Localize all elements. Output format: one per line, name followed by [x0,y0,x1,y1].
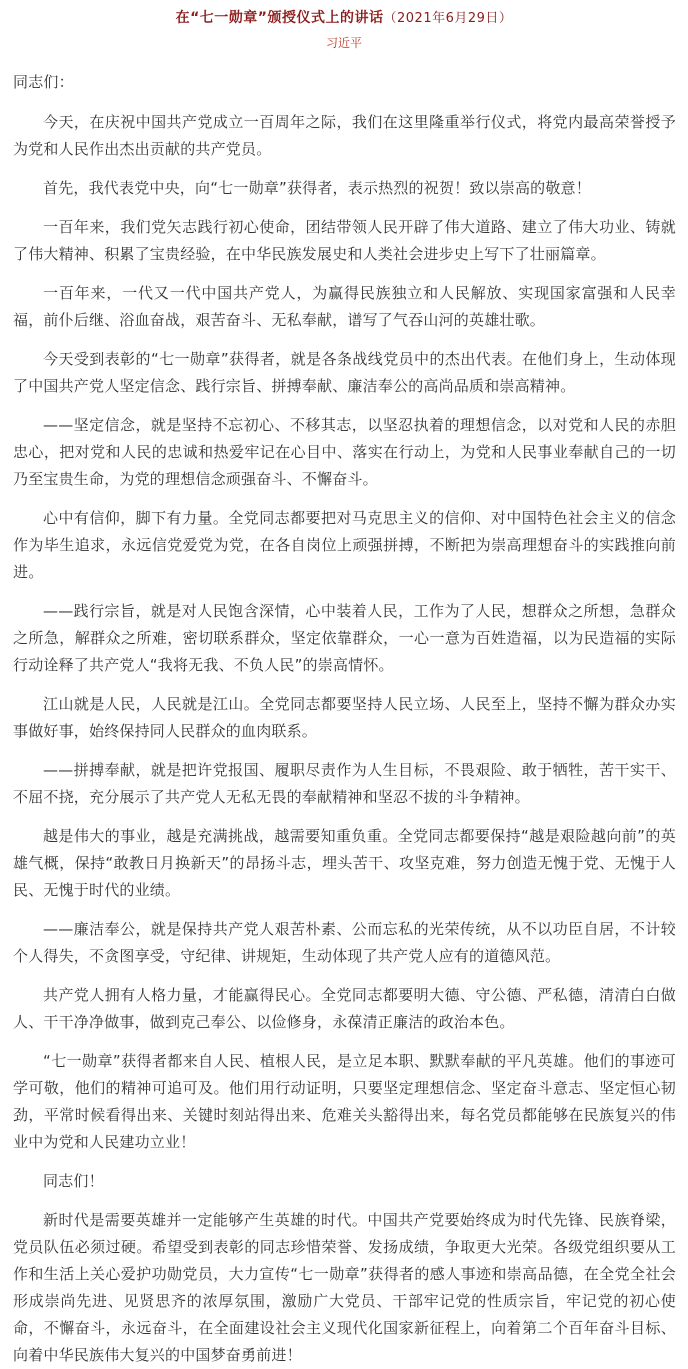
paragraph: 一百年来，一代又一代中国共产党人，为赢得民族独立和人民解放、实现国家富强和人民幸福，前仆后继、浴血奋战，艰苦奋斗、无私奉献，谱写了气吞山河的英雄壮歌。 [13,284,676,329]
speech-date: （2021年6月29日） [383,11,513,26]
title-text: 在“七一勋章”颁授仪式上的讲话 [175,10,384,26]
paragraph: ——拼搏奉献，就是把许党报国、履职尽责作为人生目标，不畏艰险、敢于牺牲，苦干实干、不屈不挠，充分展示了共产党人无私无畏的奉献精神和坚忍不拔的斗争精神。 [13,761,676,806]
article-body [0,69,688,1369]
paragraph: 新时代是需要英雄并一定能够产生英雄的时代。中国共产党要始终成为时代先锋、民族脊梁，党员队伍必须过硬。希望受到表彰的同志珍惜荣誉、发扬成绩，争取更大光荣。各级党组织要从工作和生活上关心爱护功勋党员，大力宣传“七一勋章”获得者的感人事迹和崇高品德，在全党全社会形成崇尚先进、见贤思齐的浓厚氛围，激励广大党员、干部牢记党的性质宗旨，牢记党的初心使命，不懈奋斗，永远奋斗，在全面建设社会主义现代化国家新征程上，向着第二个百年奋斗目标、向着中华民族伟大复兴的中国梦奋勇前进！ [13,1211,676,1364]
article-title [0,8,688,29]
paragraph: 共产党人拥有人格力量，才能赢得民心。全党同志都要明大德、守公德、严私德，清清白白做人、干干净净做事，做到克己奉公、以俭修身，永葆清正廉洁的政治本色。 [13,986,676,1031]
paragraph: 一百年来，我们党矢志践行初心使命，团结带领人民开辟了伟大道路、建立了伟大功业、铸就了伟大精神、积累了宝贵经验，在中华民族发展史和人类社会进步史上写下了壮丽篇章。 [13,218,676,263]
paragraph: ——践行宗旨，就是对人民饱含深情，心中装着人民，工作为了人民，想群众之所想，急群众之所急，解群众之所难，密切联系群众，坚定依靠群众，一心一意为百姓造福，以为民造福的实际行动诠释了共产党人“我将无我、不负人民”的崇高情怀。 [13,602,676,674]
paragraph: 越是伟大的事业，越是充满挑战，越需要知重负重。全党同志都要保持“越是艰险越向前”的英雄气概，保持“敢教日月换新天”的昂扬斗志，埋头苦干、攻坚克难，努力创造无愧于党、无愧于人民、无愧于时代的业绩。 [13,827,676,899]
paragraph: 今天受到表彰的“七一勋章”获得者，就是各条战线党员中的杰出代表。在他们身上，生动体现了中国共产党人坚定信念、践行宗旨、拼搏奉献、廉洁奉公的高尚品质和崇高精神。 [13,350,676,395]
author-name: 习近平 [325,36,362,50]
article-header [0,0,688,51]
paragraph: ——坚定信念，就是坚持不忘初心、不移其志，以坚忍执着的理想信念，以对党和人民的赤胆忠心，把对党和人民的忠诚和热爱牢记在心目中、落实在行动上，为党和人民事业奉献自己的一切乃至宝贵生命，为党的理想信念顽强奋斗、不懈奋斗。 [13,416,676,488]
salutation: 同志们： [13,73,74,91]
paragraph: 心中有信仰，脚下有力量。全党同志都要把对马克思主义的信仰、对中国特色社会主义的信念作为毕生追求，永远信党爱党为党，在各自岗位上顽强拼搏，不断把为崇高理想奋斗的实践推向前进。 [13,509,676,581]
salutation-closing: 同志们！ [43,1172,104,1190]
paragraph: 江山就是人民，人民就是江山。全党同志都要坚持人民立场、人民至上，坚持不懈为群众办实事做好事，始终保持同人民群众的血肉联系。 [13,695,676,740]
paragraph: 今天，在庆祝中国共产党成立一百周年之际，我们在这里隆重举行仪式，将党内最高荣誉授予为党和人民作出杰出贡献的共产党员。 [13,113,676,158]
paragraph: 首先，我代表党中央，向“七一勋章”获得者，表示热烈的祝贺！致以崇高的敬意！ [43,179,591,197]
paragraph: “七一勋章”获得者都来自人民、植根人民，是立足本职、默默奉献的平凡英雄。他们的事迹可学可敬，他们的精神可追可及。他们用行动证明，只要坚定理想信念、坚定奋斗意志、坚定恒心韧劲，平常时候看得出来、关键时刻站得出来、危难关头豁得出来，每名党员都能够在民族复兴的伟业中为党和人民建功立业！ [13,1052,676,1151]
paragraph: ——廉洁奉公，就是保持共产党人艰苦朴素、公而忘私的光荣传统，从不以功臣自居，不计较个人得失，不贪图享受，守纪律、讲规矩，生动体现了共产党人应有的道德风范。 [13,920,676,965]
